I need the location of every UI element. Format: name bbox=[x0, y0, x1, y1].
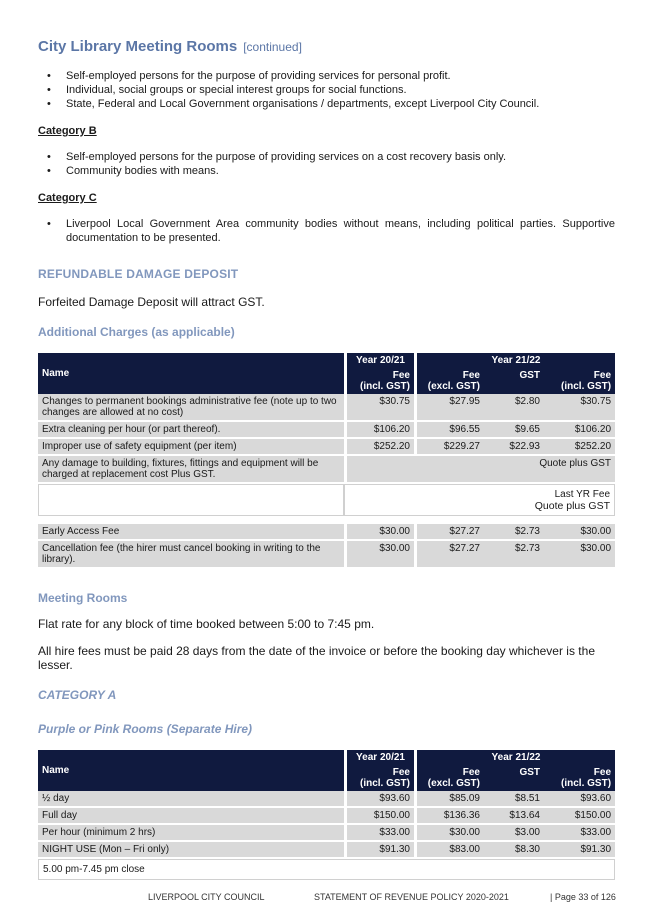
row-fee-excl: $229.27 bbox=[414, 439, 484, 456]
row-fee-excl: $30.00 bbox=[414, 825, 484, 842]
incl-gst-label: (incl. GST) bbox=[360, 778, 410, 789]
table-row bbox=[38, 825, 615, 842]
table-row bbox=[38, 791, 615, 808]
table-row bbox=[38, 456, 615, 484]
rooms-note: 5.00 pm-7.45 pm close bbox=[38, 859, 615, 880]
row-fee-incl: $106.20 bbox=[544, 422, 615, 439]
table-row bbox=[38, 808, 615, 825]
col-header-year-curr: Year 21/22 bbox=[414, 353, 615, 368]
fee-label: Fee bbox=[462, 767, 480, 778]
row-gst: $22.93 bbox=[484, 439, 544, 456]
row-name: Full day bbox=[38, 808, 344, 825]
row-quote-value: Quote plus GST bbox=[344, 456, 615, 484]
deposit-heading: REFUNDABLE DAMAGE DEPOSIT bbox=[38, 267, 239, 281]
spacer-cell bbox=[38, 516, 615, 524]
table-row bbox=[38, 484, 615, 516]
meeting-rooms-table bbox=[38, 750, 615, 880]
row-name: Early Access Fee bbox=[38, 524, 344, 541]
fee-label: Fee bbox=[462, 370, 480, 381]
row-prev-fee: $93.60 bbox=[344, 791, 414, 808]
row-fee-excl: $85.09 bbox=[414, 791, 484, 808]
col-header-fee-incl bbox=[544, 765, 615, 791]
incl-gst-label: (incl. GST) bbox=[360, 381, 410, 392]
row-fee-incl: $30.00 bbox=[544, 524, 615, 541]
category-c-list bbox=[38, 217, 615, 245]
row-fee-excl: $27.27 bbox=[414, 541, 484, 569]
row-prev-fee: $150.00 bbox=[344, 808, 414, 825]
page-title bbox=[38, 38, 615, 55]
col-header-fee-excl bbox=[414, 765, 484, 791]
row-gst: $13.64 bbox=[484, 808, 544, 825]
row-prev-fee: $106.20 bbox=[344, 422, 414, 439]
col-header-prev-fee bbox=[344, 765, 414, 791]
row-gst: $2.73 bbox=[484, 524, 544, 541]
row-name: Improper use of safety equipment (per item) bbox=[38, 439, 344, 456]
table-row bbox=[38, 439, 615, 456]
continued-label: [continued] bbox=[243, 40, 302, 54]
col-header-prev-fee bbox=[344, 368, 414, 394]
additional-charges-heading: Additional Charges (as applicable) bbox=[38, 325, 235, 339]
row-prev-fee: $30.75 bbox=[344, 394, 414, 422]
meeting-rooms-p2: All hire fees must be paid 28 days from the date of the invoice or before the booking day whichever is the lesser. bbox=[38, 644, 595, 672]
table-row bbox=[38, 842, 615, 859]
row-name: Per hour (minimum 2 hrs) bbox=[38, 825, 344, 842]
meeting-rooms-heading: Meeting Rooms bbox=[38, 591, 128, 605]
list-item: • Self-employed persons for the purpose of providing services for personal profit. bbox=[38, 69, 615, 83]
last-yr-label: Last YR Fee bbox=[554, 489, 611, 500]
row-fee-excl: $27.27 bbox=[414, 524, 484, 541]
row-gst: $9.65 bbox=[484, 422, 544, 439]
table-row bbox=[38, 524, 615, 541]
row-name: Changes to permanent bookings administrative fee (note up to two changes are allowed at no cost) bbox=[38, 394, 344, 422]
gst-label: GST bbox=[519, 767, 540, 778]
incl-gst-label: (incl. GST) bbox=[561, 778, 612, 789]
row-last-yr bbox=[344, 484, 615, 516]
list-item: • Community bodies with means. bbox=[38, 164, 615, 178]
row-name-empty bbox=[38, 484, 344, 516]
excl-gst-label: (excl. GST) bbox=[427, 778, 480, 789]
document-page bbox=[38, 38, 615, 880]
row-fee-incl: $91.30 bbox=[544, 842, 615, 859]
spacer-row bbox=[38, 516, 615, 524]
row-name: Cancellation fee (the hirer must cancel booking in writing to the library). bbox=[38, 541, 344, 569]
list-item: • Self-employed persons for the purpose of providing services on a cost recovery basis only. bbox=[38, 150, 615, 164]
row-prev-fee: $252.20 bbox=[344, 439, 414, 456]
row-prev-fee: $30.00 bbox=[344, 541, 414, 569]
row-fee-incl: $252.20 bbox=[544, 439, 615, 456]
category-b-heading: Category B bbox=[38, 125, 97, 137]
row-gst: $3.00 bbox=[484, 825, 544, 842]
row-name: Any damage to building, fixtures, fittings and equipment will be charged at replacement cost Plus GST. bbox=[38, 456, 344, 484]
row-fee-incl: $30.75 bbox=[544, 394, 615, 422]
col-header-name: Name bbox=[38, 750, 344, 791]
row-fee-excl: $27.95 bbox=[414, 394, 484, 422]
table-row bbox=[38, 859, 615, 880]
col-header-name: Name bbox=[38, 353, 344, 394]
row-fee-excl: $83.00 bbox=[414, 842, 484, 859]
row-name: Extra cleaning per hour (or part thereof). bbox=[38, 422, 344, 439]
category-a-subheading: Purple or Pink Rooms (Separate Hire) bbox=[38, 722, 253, 736]
row-gst: $8.30 bbox=[484, 842, 544, 859]
additional-charges-table bbox=[38, 353, 615, 569]
excl-gst-label: (excl. GST) bbox=[427, 381, 480, 392]
incl-gst-label: (incl. GST) bbox=[561, 381, 612, 392]
footer-doc-title: STATEMENT OF REVENUE POLICY 2020-2021 bbox=[314, 892, 509, 902]
category-c-heading: Category C bbox=[38, 192, 97, 204]
row-name: NIGHT USE (Mon – Fri only) bbox=[38, 842, 344, 859]
table-row bbox=[38, 422, 615, 439]
row-prev-fee: $33.00 bbox=[344, 825, 414, 842]
fee-label: Fee bbox=[593, 370, 612, 381]
fee-label: Fee bbox=[593, 767, 612, 778]
col-header-gst bbox=[484, 765, 544, 791]
row-prev-fee: $30.00 bbox=[344, 524, 414, 541]
row-fee-excl: $96.55 bbox=[414, 422, 484, 439]
row-fee-excl: $136.36 bbox=[414, 808, 484, 825]
col-header-year-prev: Year 20/21 bbox=[344, 750, 414, 765]
page-title-text: City Library Meeting Rooms bbox=[38, 38, 238, 55]
category-b-list bbox=[38, 150, 615, 178]
row-gst: $8.51 bbox=[484, 791, 544, 808]
row-prev-fee: $91.30 bbox=[344, 842, 414, 859]
footer-page-number: | Page 33 of 126 bbox=[550, 892, 616, 902]
list-item: • State, Federal and Local Government organisations / departments, except Liverpool City Council. bbox=[38, 97, 615, 111]
fee-label: Fee bbox=[392, 767, 410, 778]
deposit-text: Forfeited Damage Deposit will attract GST. bbox=[38, 295, 265, 309]
fee-label: Fee bbox=[392, 370, 410, 381]
list-item: • Individual, social groups or special interest groups for social functions. bbox=[38, 83, 615, 97]
col-header-year-curr: Year 21/22 bbox=[414, 750, 615, 765]
gst-label: GST bbox=[519, 370, 540, 381]
row-name: ½ day bbox=[38, 791, 344, 808]
footer-org: LIVERPOOL CITY COUNCIL bbox=[148, 892, 265, 902]
table-row bbox=[38, 541, 615, 569]
row-fee-incl: $93.60 bbox=[544, 791, 615, 808]
row-gst: $2.80 bbox=[484, 394, 544, 422]
meeting-rooms-p1: Flat rate for any block of time booked between 5:00 to 7:45 pm. bbox=[38, 617, 375, 631]
intro-bullet-list bbox=[38, 69, 615, 111]
last-yr-value: Quote plus GST bbox=[534, 500, 611, 512]
row-fee-incl: $150.00 bbox=[544, 808, 615, 825]
col-header-fee-incl bbox=[544, 368, 615, 394]
row-fee-incl: $33.00 bbox=[544, 825, 615, 842]
row-gst: $2.73 bbox=[484, 541, 544, 569]
row-fee-incl: $30.00 bbox=[544, 541, 615, 569]
col-header-fee-excl bbox=[414, 368, 484, 394]
category-a-heading: CATEGORY A bbox=[38, 688, 117, 702]
col-header-gst bbox=[484, 368, 544, 394]
table-row bbox=[38, 394, 615, 422]
col-header-year-prev: Year 20/21 bbox=[344, 353, 414, 368]
list-item: • Liverpool Local Government Area community bodies without means, including political parties. Supportive documentation to be presented. bbox=[38, 217, 615, 245]
